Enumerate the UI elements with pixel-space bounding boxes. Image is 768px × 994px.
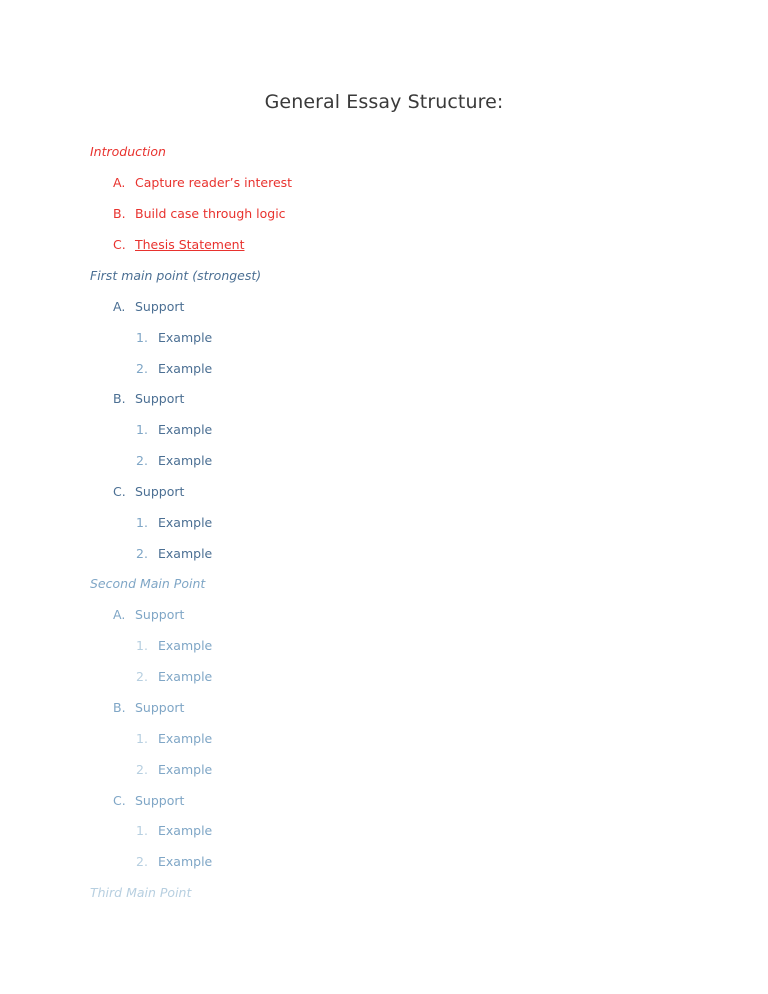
section-heading-third-main-point: Third Main Point bbox=[90, 885, 192, 900]
outline-marker: 1. bbox=[136, 731, 148, 746]
outline-marker: 1. bbox=[136, 638, 148, 653]
section-heading-first-main-point: First main point (strongest) bbox=[90, 268, 262, 283]
outline-marker: B. bbox=[113, 700, 126, 715]
outline-text: Support bbox=[135, 793, 185, 808]
outline-marker: B. bbox=[113, 391, 126, 406]
outline-text: Example bbox=[158, 361, 213, 376]
outline-marker: 1. bbox=[136, 823, 148, 838]
section-heading-second-main-point: Second Main Point bbox=[90, 576, 206, 591]
outline-text: Example bbox=[158, 854, 213, 869]
outline-text: Example bbox=[158, 453, 213, 468]
outline-text: Support bbox=[135, 484, 185, 499]
outline-text: Example bbox=[158, 515, 213, 530]
outline-marker: A. bbox=[113, 607, 126, 622]
outline-marker: B. bbox=[113, 206, 126, 221]
outline-marker: C. bbox=[113, 793, 126, 808]
outline-text: Example bbox=[158, 823, 213, 838]
outline-marker: 1. bbox=[136, 422, 148, 437]
outline-text: Example bbox=[158, 762, 213, 777]
outline-text: Example bbox=[158, 422, 213, 437]
outline-marker: 2. bbox=[136, 546, 148, 561]
outline-marker: 2. bbox=[136, 762, 148, 777]
section-heading-introduction: Introduction bbox=[90, 144, 166, 159]
outline-marker: 2. bbox=[136, 669, 148, 684]
outline-text: Example bbox=[158, 330, 213, 345]
outline-marker: 2. bbox=[136, 854, 148, 869]
outline-text: Capture reader’s interest bbox=[135, 175, 293, 190]
thesis-statement-text: Thesis Statement bbox=[135, 237, 245, 252]
outline-text: Support bbox=[135, 391, 185, 406]
outline-marker: A. bbox=[113, 175, 126, 190]
outline-text: Support bbox=[135, 607, 185, 622]
outline-text: Build case through logic bbox=[135, 206, 286, 221]
outline-marker: 1. bbox=[136, 515, 148, 530]
page-title: General Essay Structure: bbox=[264, 91, 504, 113]
outline-text: Example bbox=[158, 546, 213, 561]
outline-text: Example bbox=[158, 669, 213, 684]
outline-text: Example bbox=[158, 638, 213, 653]
outline-marker: 2. bbox=[136, 453, 148, 468]
outline-marker: C. bbox=[113, 484, 126, 499]
outline-text: Support bbox=[135, 700, 185, 715]
outline-marker: 2. bbox=[136, 361, 148, 376]
outline-marker: 1. bbox=[136, 330, 148, 345]
outline-text: Example bbox=[158, 731, 213, 746]
outline-text: Support bbox=[135, 299, 185, 314]
outline-marker: A. bbox=[113, 299, 126, 314]
outline-marker: C. bbox=[113, 237, 126, 252]
